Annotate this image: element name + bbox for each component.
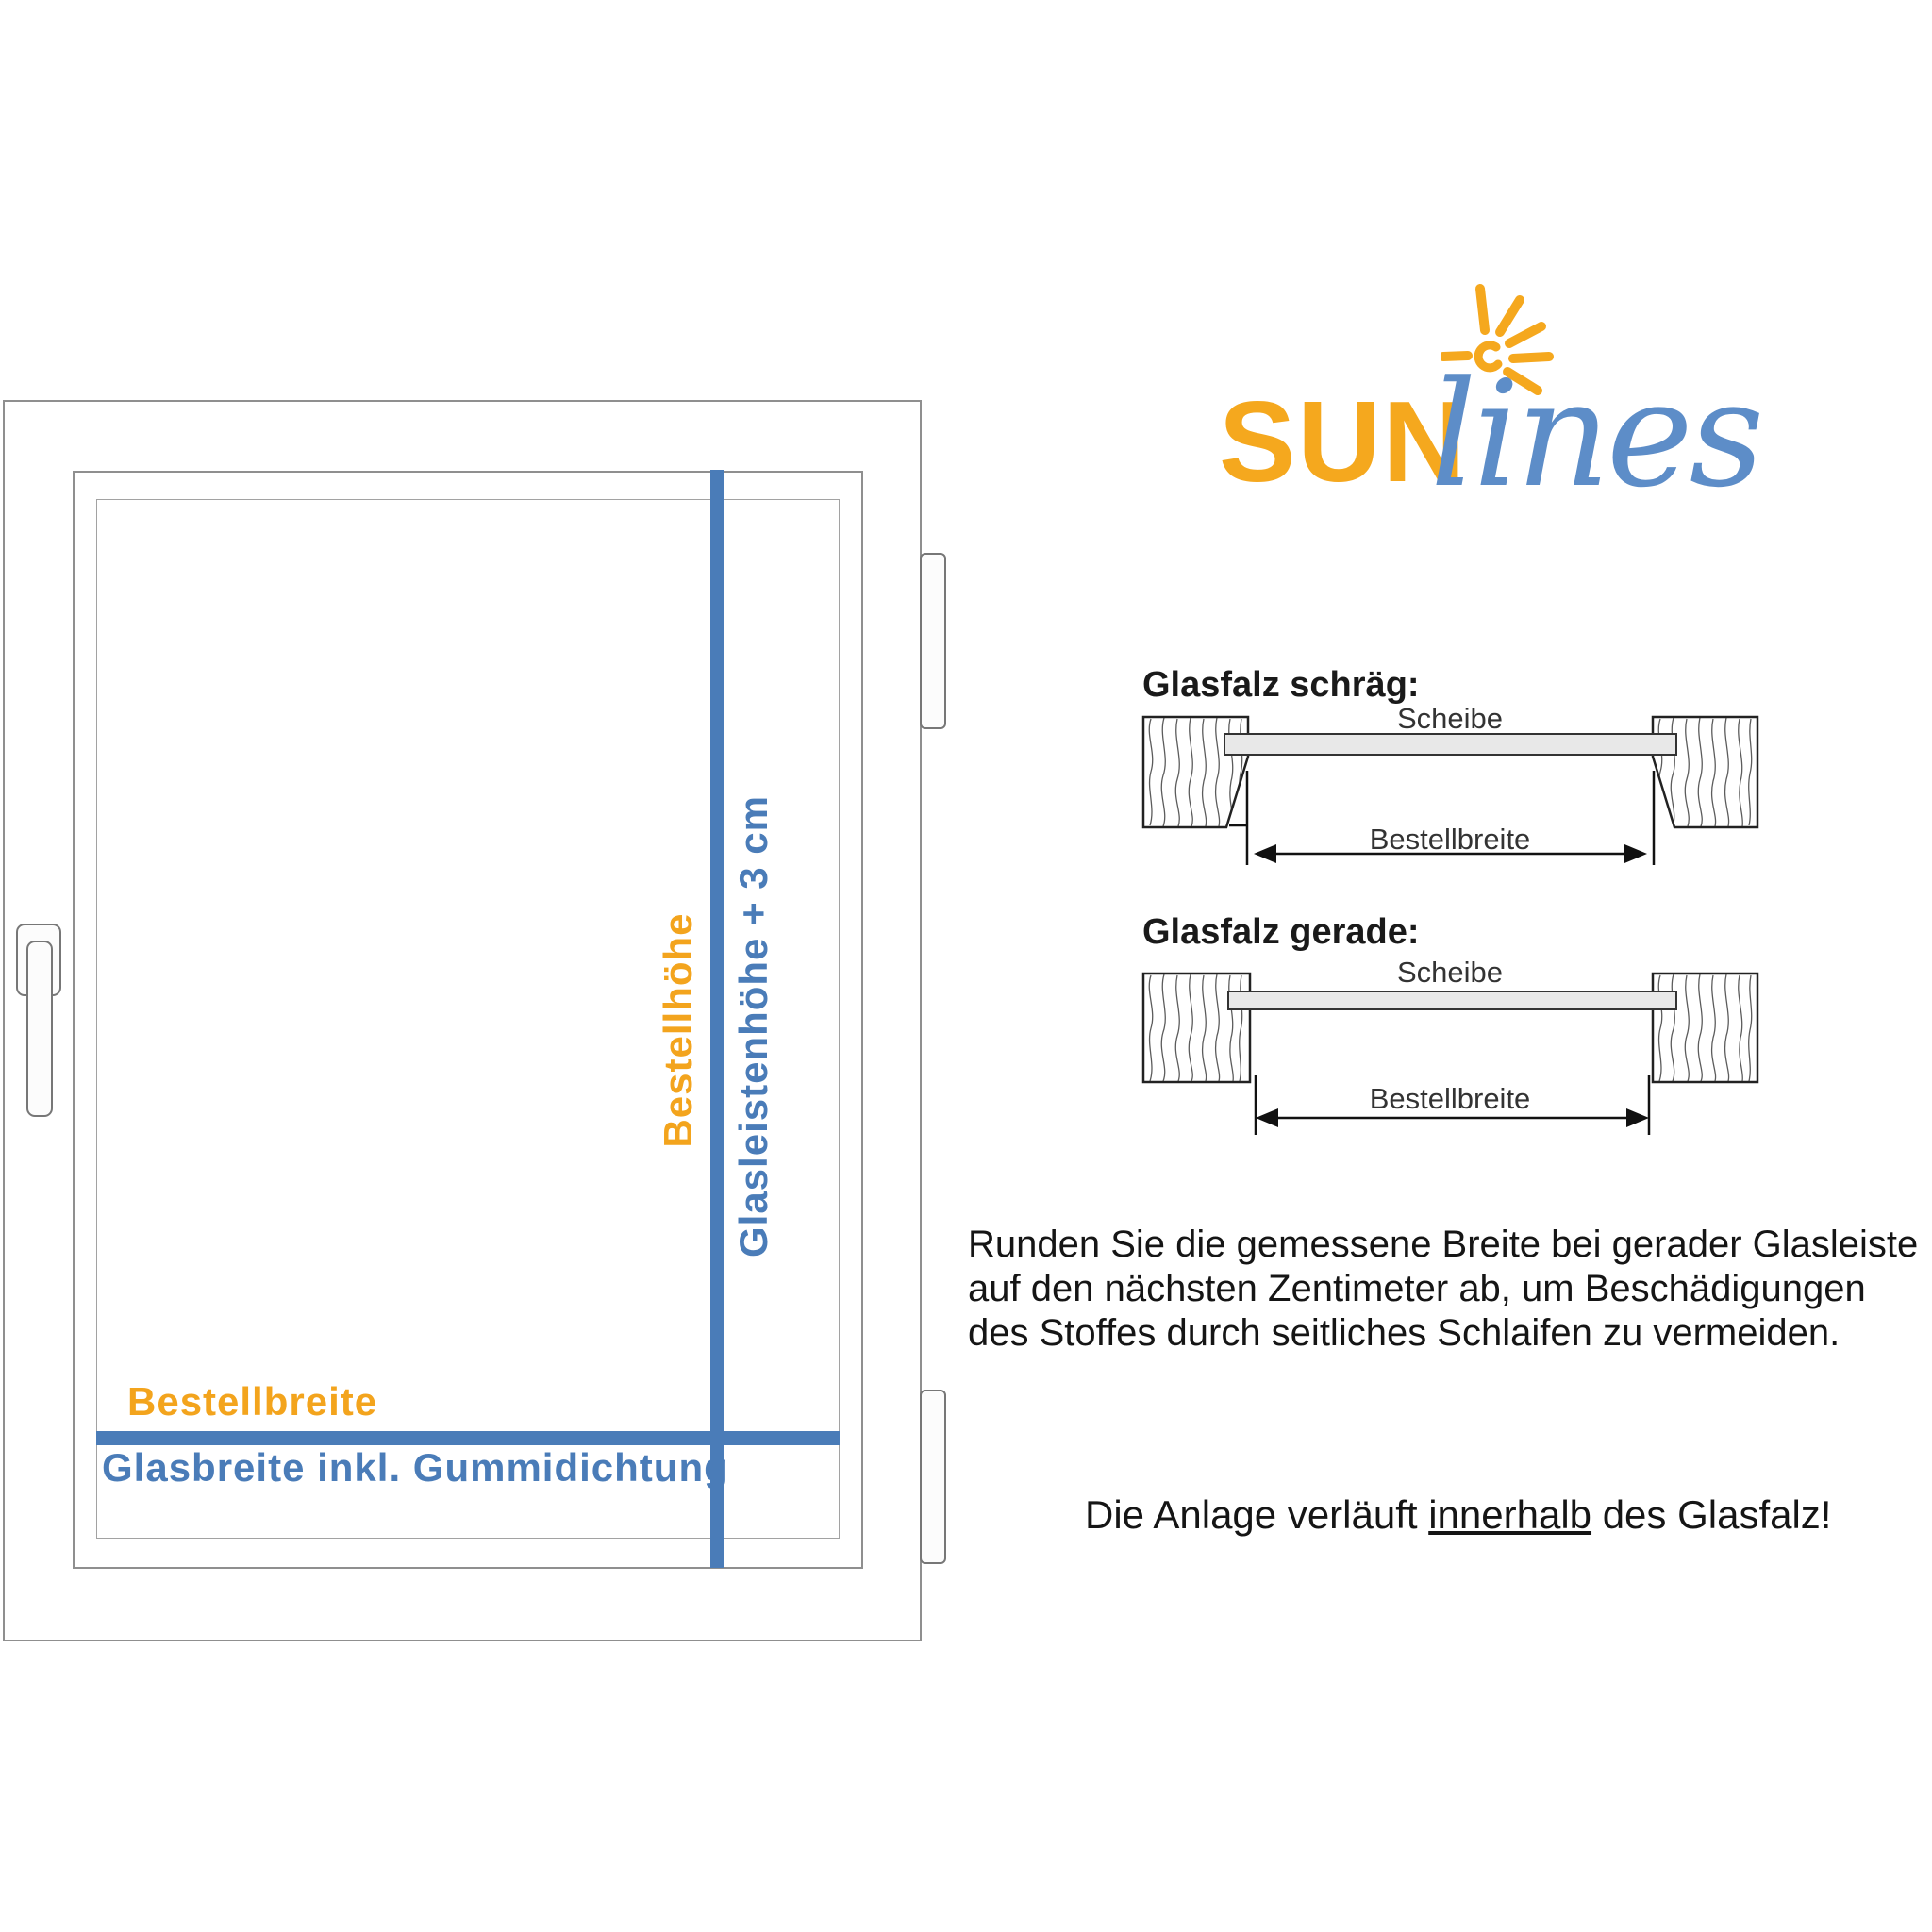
glass-pane	[1228, 991, 1676, 1009]
logo-text-sun: SUN	[1219, 377, 1468, 506]
label-bestellhoehe: Bestellhöhe	[656, 912, 700, 1148]
window-handle-grip	[26, 941, 53, 1117]
window-hinge-bottom	[920, 1390, 946, 1564]
bestellbreite-label: Bestellbreite	[1369, 1082, 1531, 1115]
installation-note	[1085, 1492, 1831, 1538]
diagram-title: Glasfalz schräg:	[1142, 665, 1420, 705]
sun-icon	[1441, 274, 1569, 406]
width-measure-line	[96, 1431, 840, 1445]
logo-text-lines: lines	[1430, 349, 1761, 520]
window-hinge-top	[920, 553, 946, 729]
note-line: auf den nächsten Zentimeter ab, um Beschädigungen	[968, 1268, 1866, 1309]
measuring-note	[968, 1223, 1932, 1356]
wood-grain-left	[1149, 974, 1241, 1081]
label-glasbreite: Glasbreite inkl. Gummidichtung	[102, 1445, 729, 1490]
installation-note-prefix: Die Anlage verläuft	[1085, 1492, 1429, 1537]
scheibe-label: Scheibe	[1396, 702, 1504, 735]
scheibe-label: Scheibe	[1396, 956, 1504, 989]
label-glasleistenhoehe: Glasleistenhöhe + 3 cm	[731, 794, 775, 1258]
note-line: des Stoffes durch seitliches Schlaifen zu vermeiden.	[968, 1312, 1840, 1354]
diagram-title: Glasfalz gerade:	[1142, 912, 1420, 952]
wood-block-left	[1143, 974, 1250, 1082]
label-bestellbreite: Bestellbreite	[127, 1379, 378, 1424]
installation-note-suffix: des Glasfalz!	[1591, 1492, 1832, 1537]
note-line: Runden Sie die gemessene Breite bei gerader Glasleiste	[968, 1224, 1919, 1265]
height-measure-line	[710, 470, 724, 1568]
installation-note-underlined: innerhalb	[1428, 1492, 1592, 1537]
diagram-glasfalz-schraeg	[1127, 651, 1778, 882]
wood-grain-right	[1658, 974, 1751, 1081]
glass-pane	[1224, 734, 1676, 755]
diagram-glasfalz-gerade	[1127, 901, 1778, 1151]
bestellbreite-label: Bestellbreite	[1369, 823, 1531, 856]
